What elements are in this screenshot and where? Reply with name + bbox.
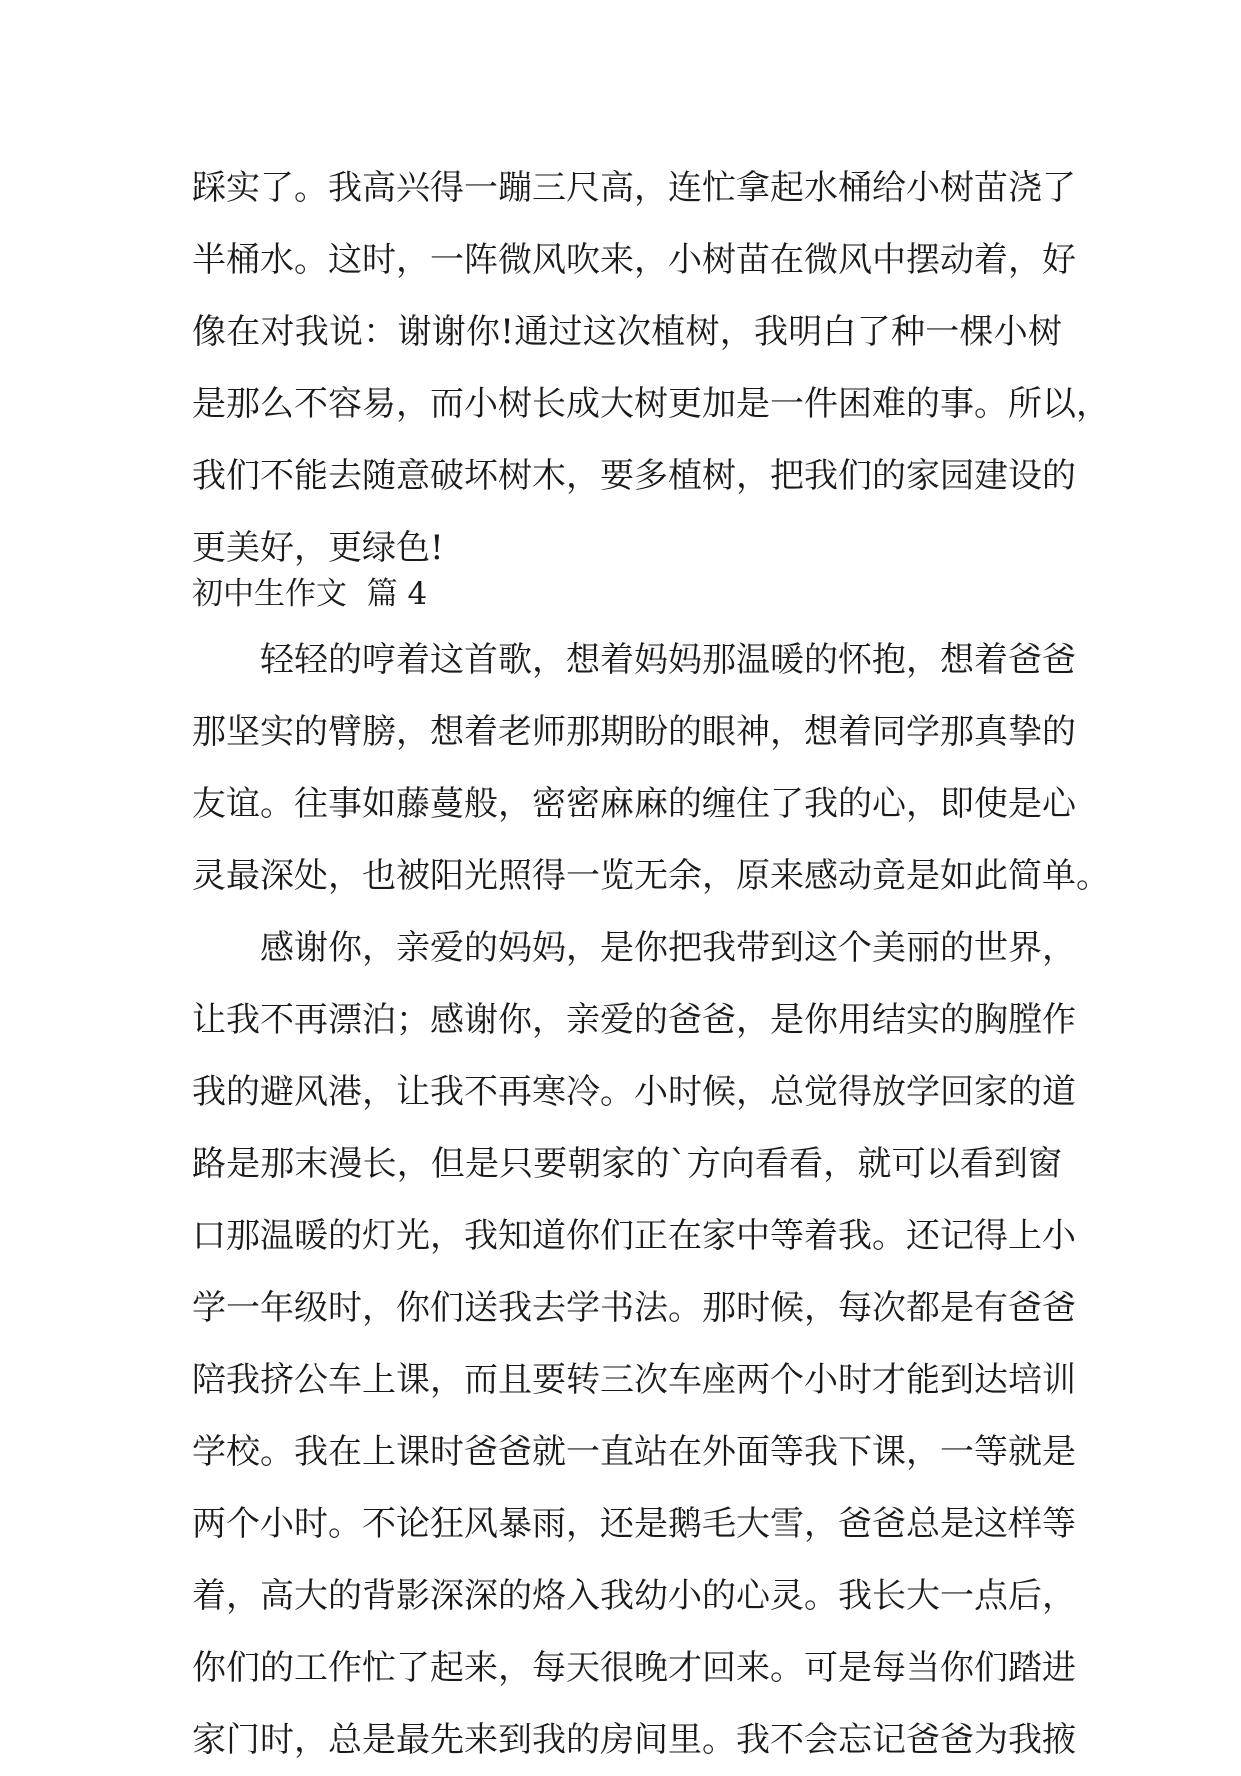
text-line: 那坚实的臂膀，想着老师那期盼的眼神，想着同学那真挚的 — [192, 712, 1076, 752]
text-line: 你们的工作忙了起来，每天很晚才回来。可是每当你们踏进 — [192, 1648, 1076, 1688]
text-line: 家门时，总是最先来到我的房间里。我不会忘记爸爸为我掖 — [192, 1720, 1076, 1760]
section-heading: 初中生作文 篇 4 — [192, 576, 428, 612]
text-line: 路是那末漫长，但是只要朝家的`方向看看，就可以看到窗 — [192, 1144, 1062, 1184]
text-line: 让我不再漂泊；感谢你，亲爱的爸爸，是你用结实的胸膛作 — [192, 1000, 1076, 1040]
text-line: 踩实了。我高兴得一蹦三尺高，连忙拿起水桶给小树苗浇了 — [192, 168, 1076, 208]
text-line: 友谊。往事如藤蔓般，密密麻麻的缠住了我的心，即使是心 — [192, 784, 1076, 824]
text-line: 灵最深处，也被阳光照得一览无余，原来感动竟是如此简单。 — [192, 856, 1110, 896]
paragraph-2 — [192, 912, 1076, 1776]
paragraph-1 — [192, 624, 1110, 912]
text-line: 是那么不容易，而小树长成大树更加是一件困难的事。所以， — [192, 384, 1110, 424]
text-line: 口那温暖的灯光，我知道你们正在家中等着我。还记得上小 — [192, 1216, 1076, 1256]
text-line: 学一年级时，你们送我去学书法。那时候，每次都是有爸爸 — [192, 1288, 1076, 1328]
text-line: 我们不能去随意破坏树木，要多植树，把我们的家园建设的 — [192, 456, 1076, 496]
text-line: 感谢你，亲爱的妈妈，是你把我带到这个美丽的世界， — [260, 928, 1076, 968]
text-line: 轻轻的哼着这首歌，想着妈妈那温暖的怀抱，想着爸爸 — [260, 640, 1076, 680]
text-line: 更美好，更绿色! — [192, 528, 444, 568]
text-line: 着，高大的背影深深的烙入我幼小的心灵。我长大一点后， — [192, 1576, 1076, 1616]
previous-paragraph — [192, 152, 1110, 584]
text-line: 半桶水。这时，一阵微风吹来，小树苗在微风中摆动着，好 — [192, 240, 1076, 280]
text-line: 陪我挤公车上课，而且要转三次车座两个小时才能到达培训 — [192, 1360, 1076, 1400]
text-line: 学校。我在上课时爸爸就一直站在外面等我下课，一等就是 — [192, 1432, 1076, 1472]
text-line: 像在对我说：谢谢你!通过这次植树，我明白了种一棵小树 — [192, 312, 1062, 352]
text-line: 我的避风港，让我不再寒冷。小时候，总觉得放学回家的道 — [192, 1072, 1076, 1112]
text-line: 两个小时。不论狂风暴雨，还是鹅毛大雪，爸爸总是这样等 — [192, 1504, 1076, 1544]
